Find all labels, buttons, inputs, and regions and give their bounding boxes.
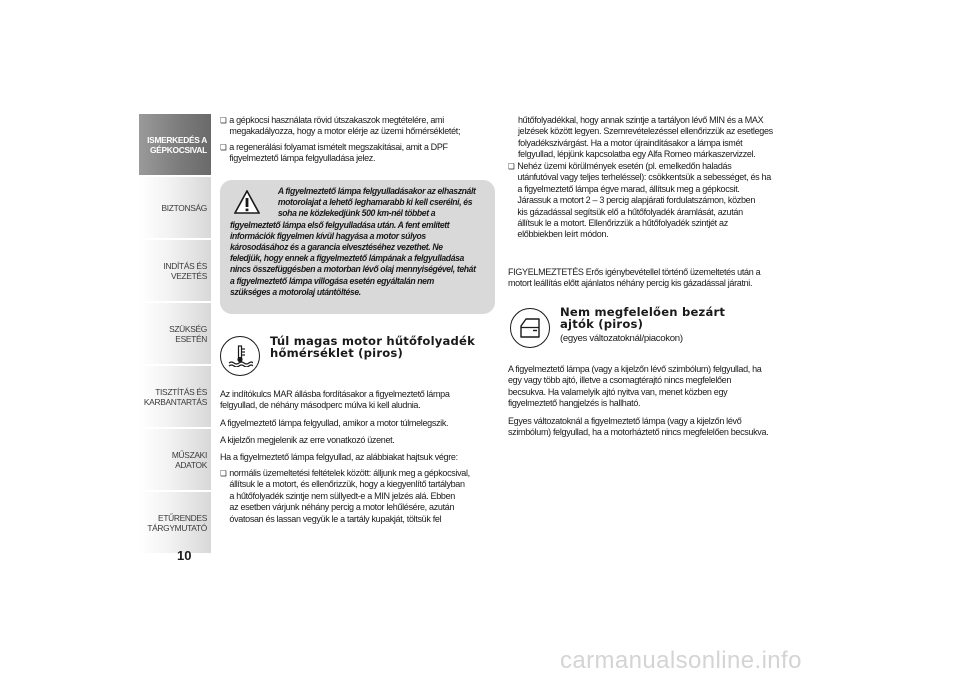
tab-label: BIZTONSÁG xyxy=(161,202,207,213)
coolant-temperature-icon xyxy=(220,336,260,376)
page-number: 10 xyxy=(177,548,192,563)
tab-label: GÉPKOCSIVAL xyxy=(149,144,207,155)
tab-muszaki[interactable] xyxy=(139,429,211,491)
door-open-icon xyxy=(510,308,550,348)
coolant-para-3: A kijelzőn megjelenik az erre vonatkozó üzenet. xyxy=(220,435,395,446)
door-para-1: A figyelmeztető lámpa (vagy a kijelzőn lévő szimbólum) felgyullad, ha egy vagy több ajtó, illetve a csomagtérajtó nincs megfelelően becsukva. Ha valamelyik ajtó nyitva van, menet közben egy figyelmeztető hangjelzés is hallható. xyxy=(508,364,762,410)
door-heading: Nem megfelelően bezárt ajtók (piros) xyxy=(560,305,726,331)
door-para-2: Egyes változatoknál a figyelmeztető lámpa (vagy a kijelzőn lévő szimbólum) felgyullad, ha a motorháztető nincs megfelelően becsukva. xyxy=(508,416,769,439)
coolant-heading: Túl magas motor hűtőfolyadék hőmérséklet (piros) xyxy=(270,334,476,360)
tab-label: SZÜKSÉG ESETÉN xyxy=(169,323,207,344)
coolant-continued: hűtőfolyadékkal, hogy annak szintje a tartályon lévő MIN és a MAX jelzések között legyen. Szemrevételezéssel ellenőrizzük az esetleges folyadékszivárgást. Ha a motor újraindításakor a lámpa ismét felgyullad, lépjünk kapcsolatba egy Alfa Romeo márkaszervizzel. xyxy=(518,115,773,161)
tab-label: INDÍTÁS ÉS VEZETÉS xyxy=(163,260,207,281)
bullet-short-trips: ❏ a gépkocsi használata rövid útszakaszok megtételére, ami megakadályozza, hogy a motor elérje az üzemi hőmérsékletét; xyxy=(220,115,502,138)
tab-biztonsag[interactable] xyxy=(139,177,211,239)
door-subheading: (egyes változatoknál/piacokon) xyxy=(560,333,683,344)
bullet-heavy-conditions: ❏ Nehéz üzemi körülmények esetén (pl. emelkedőn haladás utánfutóval vagy teljes terheléssel): csökkentsük a sebességet, és ha a figyelmeztető lámpa égve marad, állítsuk meg a gépkocsit. Járassuk a motort 2 – 3 percig alapjárati fordulatszámon, közben kis gázadással segítsük elő a hűtőfolyadék áramlását, azután állítsuk le a motort. Ellenőrizzük a hűtőfolyadék szintjét az előbbiekben leírt módon. xyxy=(508,161,790,241)
tab-label: KARBANTARTÁS xyxy=(143,396,207,407)
tab-label: TISZTÍTÁS ÉS xyxy=(155,386,207,397)
tab-szukseg[interactable] xyxy=(139,303,211,365)
tab-label: TÁRGYMUTATÓ xyxy=(147,522,207,533)
tab-inditas[interactable] xyxy=(139,240,211,302)
coolant-para-4: Ha a figyelmeztető lámpa felgyullad, az alábbiakat hajtsuk végre: xyxy=(220,452,458,463)
coolant-para-1: Az indítókulcs MAR állásba fordításakor a figyelmeztető lámpa felgyullad, de néhány másodperc múlva ki kell aludnia. xyxy=(220,389,450,412)
bullet-normal-conditions: ❏ normális üzemeltetési feltételek között: álljunk meg a gépkocsival, állítsuk le a motort, és ellenőrizzük, hogy a kiegyenlítő tartályban a hűtőfolyadék szintje nem süllyedt-e a MIN jelzés alá. Ebben az esetben várjunk néhány percig a motor lehűlésére, azután óvatosan és lassan vegyük le a tartály kupakját, töltsük fel xyxy=(220,468,502,525)
tab-label: MŰSZAKI ADATOK xyxy=(171,449,207,470)
warning-text: A figyelmeztető lámpa felgyulladásakor az elhasznált motorolajat a lehető leghamarabb ki kell cserélni, és soha ne közlekedjünk 500 km-nél többet a figyelmeztető lámpa első felgyulladása után. A fent említett információk figyelmen kívül hagyása a motor súlyos károsodásához és a garancia elvesztéséhez vezethet. Ne feledjük, hogy ennek a figyelmeztető lámpának a felgyulladása nincs összefüggésben a motorban lévő olaj mennyiségével, tehát a figyelmeztető lámpa villogása esetén egyáltalán nem szükséges a motorolaj utántöltése. xyxy=(230,185,476,297)
bullet-regeneration: ❏ a regenerálási folyamat ismételt megszakításai, amit a DPF figyelmeztető lámpa felgyulladása jelez. xyxy=(220,142,502,165)
tab-targymutato[interactable] xyxy=(139,492,211,554)
tab-label: ISMERKEDÉS A xyxy=(147,134,207,145)
figyelmeztetes-note: FIGYELMEZTETÉS Erős igénybevétellel történő üzemeltetés után a motort leállítás előtt ajánlatos néhány percig kis gázadással járatni. xyxy=(508,267,761,290)
coolant-para-2: A figyelmeztető lámpa felgyullad, amikor a motor túlmelegszik. xyxy=(220,418,449,429)
watermark: carmanualsonline.info xyxy=(560,647,802,674)
warning-box xyxy=(220,180,495,314)
tab-label: ETŰRENDES xyxy=(158,512,207,523)
tab-tisztitas[interactable] xyxy=(139,366,211,428)
tab-ismerkedes[interactable] xyxy=(139,114,211,176)
